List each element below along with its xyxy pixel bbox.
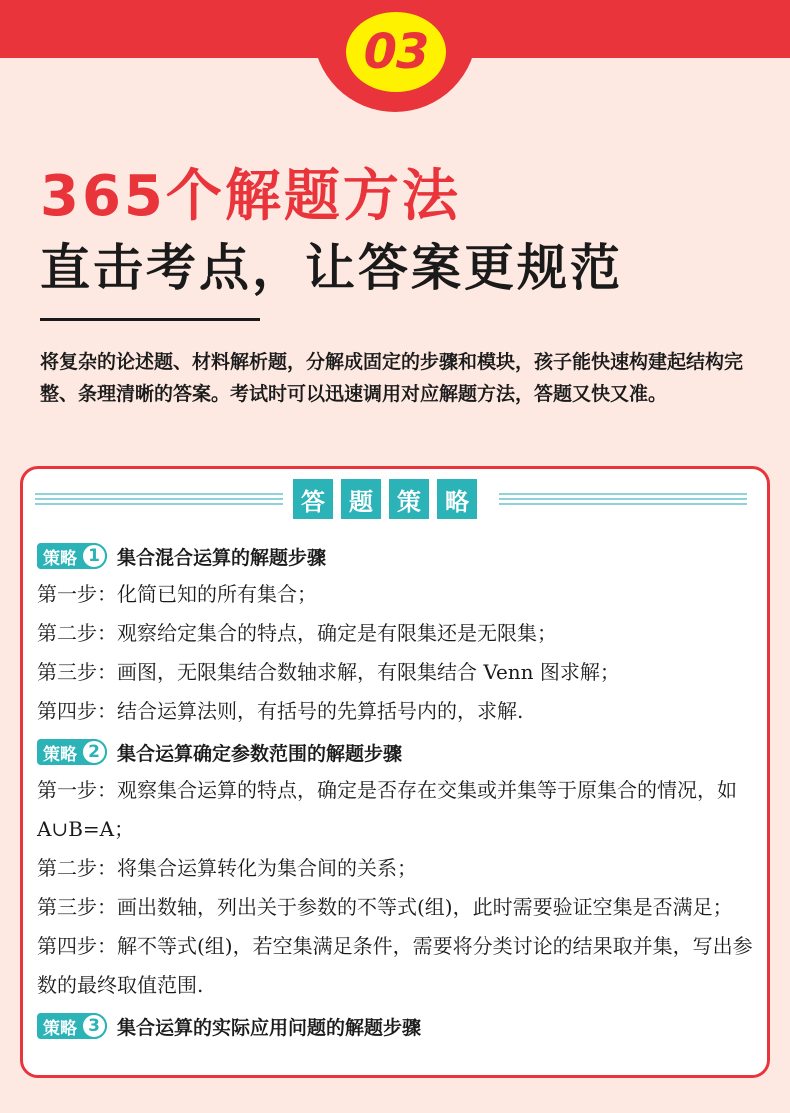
card-title-char: 答 [293,479,333,519]
strategy-tag-label: 策略 [43,744,77,765]
strategy-card [20,466,770,1078]
strategy-number: 1 [81,543,107,569]
strategy-step: 第四步：解不等式(组)，若空集满足条件，需要将分类讨论的结果取并集，写出参数的最终取值范围. [37,934,753,997]
strategy-number: 3 [81,1013,107,1039]
strategy-step: 第三步：画出数轴，列出关于参数的不等式(组)，此时需要验证空集是否满足； [37,895,733,919]
card-title [293,479,477,519]
header-stripes-left [35,493,283,507]
strategy-step: 第一步：化简已知的所有集合； [37,582,317,606]
strategy-tag [37,739,107,765]
card-title-char: 策 [389,479,429,519]
card-title-char: 略 [437,479,477,519]
header-stripes-right [499,493,747,507]
card-header [23,479,767,521]
strategy-step: 第三步：画图，无限集结合数轴求解，有限集结合 Venn 图求解； [37,660,620,684]
strategy-list [37,535,757,1045]
card-title-char: 题 [341,479,381,519]
strategy-heading [37,733,757,771]
strategy-title: 集合混合运算的解题步骤 [117,546,327,569]
strategy-tag-label: 策略 [43,548,77,569]
strategy-tag [37,1013,107,1039]
intro-paragraph: 将复杂的论述题、材料解析题，分解成固定的步骤和模块，孩子能快速构建起结构完整、条理清晰的答案。考试时可以迅速调用对应解题方法，答题又快又准。 [40,351,744,405]
card-bottom-fade [23,1057,767,1075]
strategy-step: 第二步：将集合运算转化为集合间的关系； [37,856,417,880]
section-number-badge [346,12,446,92]
strategy-heading [37,537,757,575]
strategy-number: 2 [81,739,107,765]
strategy-step: 第一步：观察集合运算的特点，确定是否存在交集或并集等于原集合的情况，如 A∪B=A； [37,778,737,841]
strategy-tag [37,543,107,569]
strategy-step: 第四步：结合运算法则，有括号的先算括号内的，求解. [37,699,524,723]
strategy-heading [37,1007,757,1045]
strategy-title: 集合运算确定参数范围的解题步骤 [117,742,403,765]
strategy-tag-label: 策略 [43,1018,77,1039]
strategy-title: 集合运算的实际应用问题的解题步骤 [117,1016,422,1039]
headline-primary: 365个解题方法 [40,164,461,229]
headline-divider [40,318,260,321]
section-number: 03 [363,24,429,80]
strategy-step: 第二步：观察给定集合的特点，确定是有限集还是无限集； [37,621,557,645]
headline-secondary: 直击考点，让答案更规范 [40,239,623,297]
